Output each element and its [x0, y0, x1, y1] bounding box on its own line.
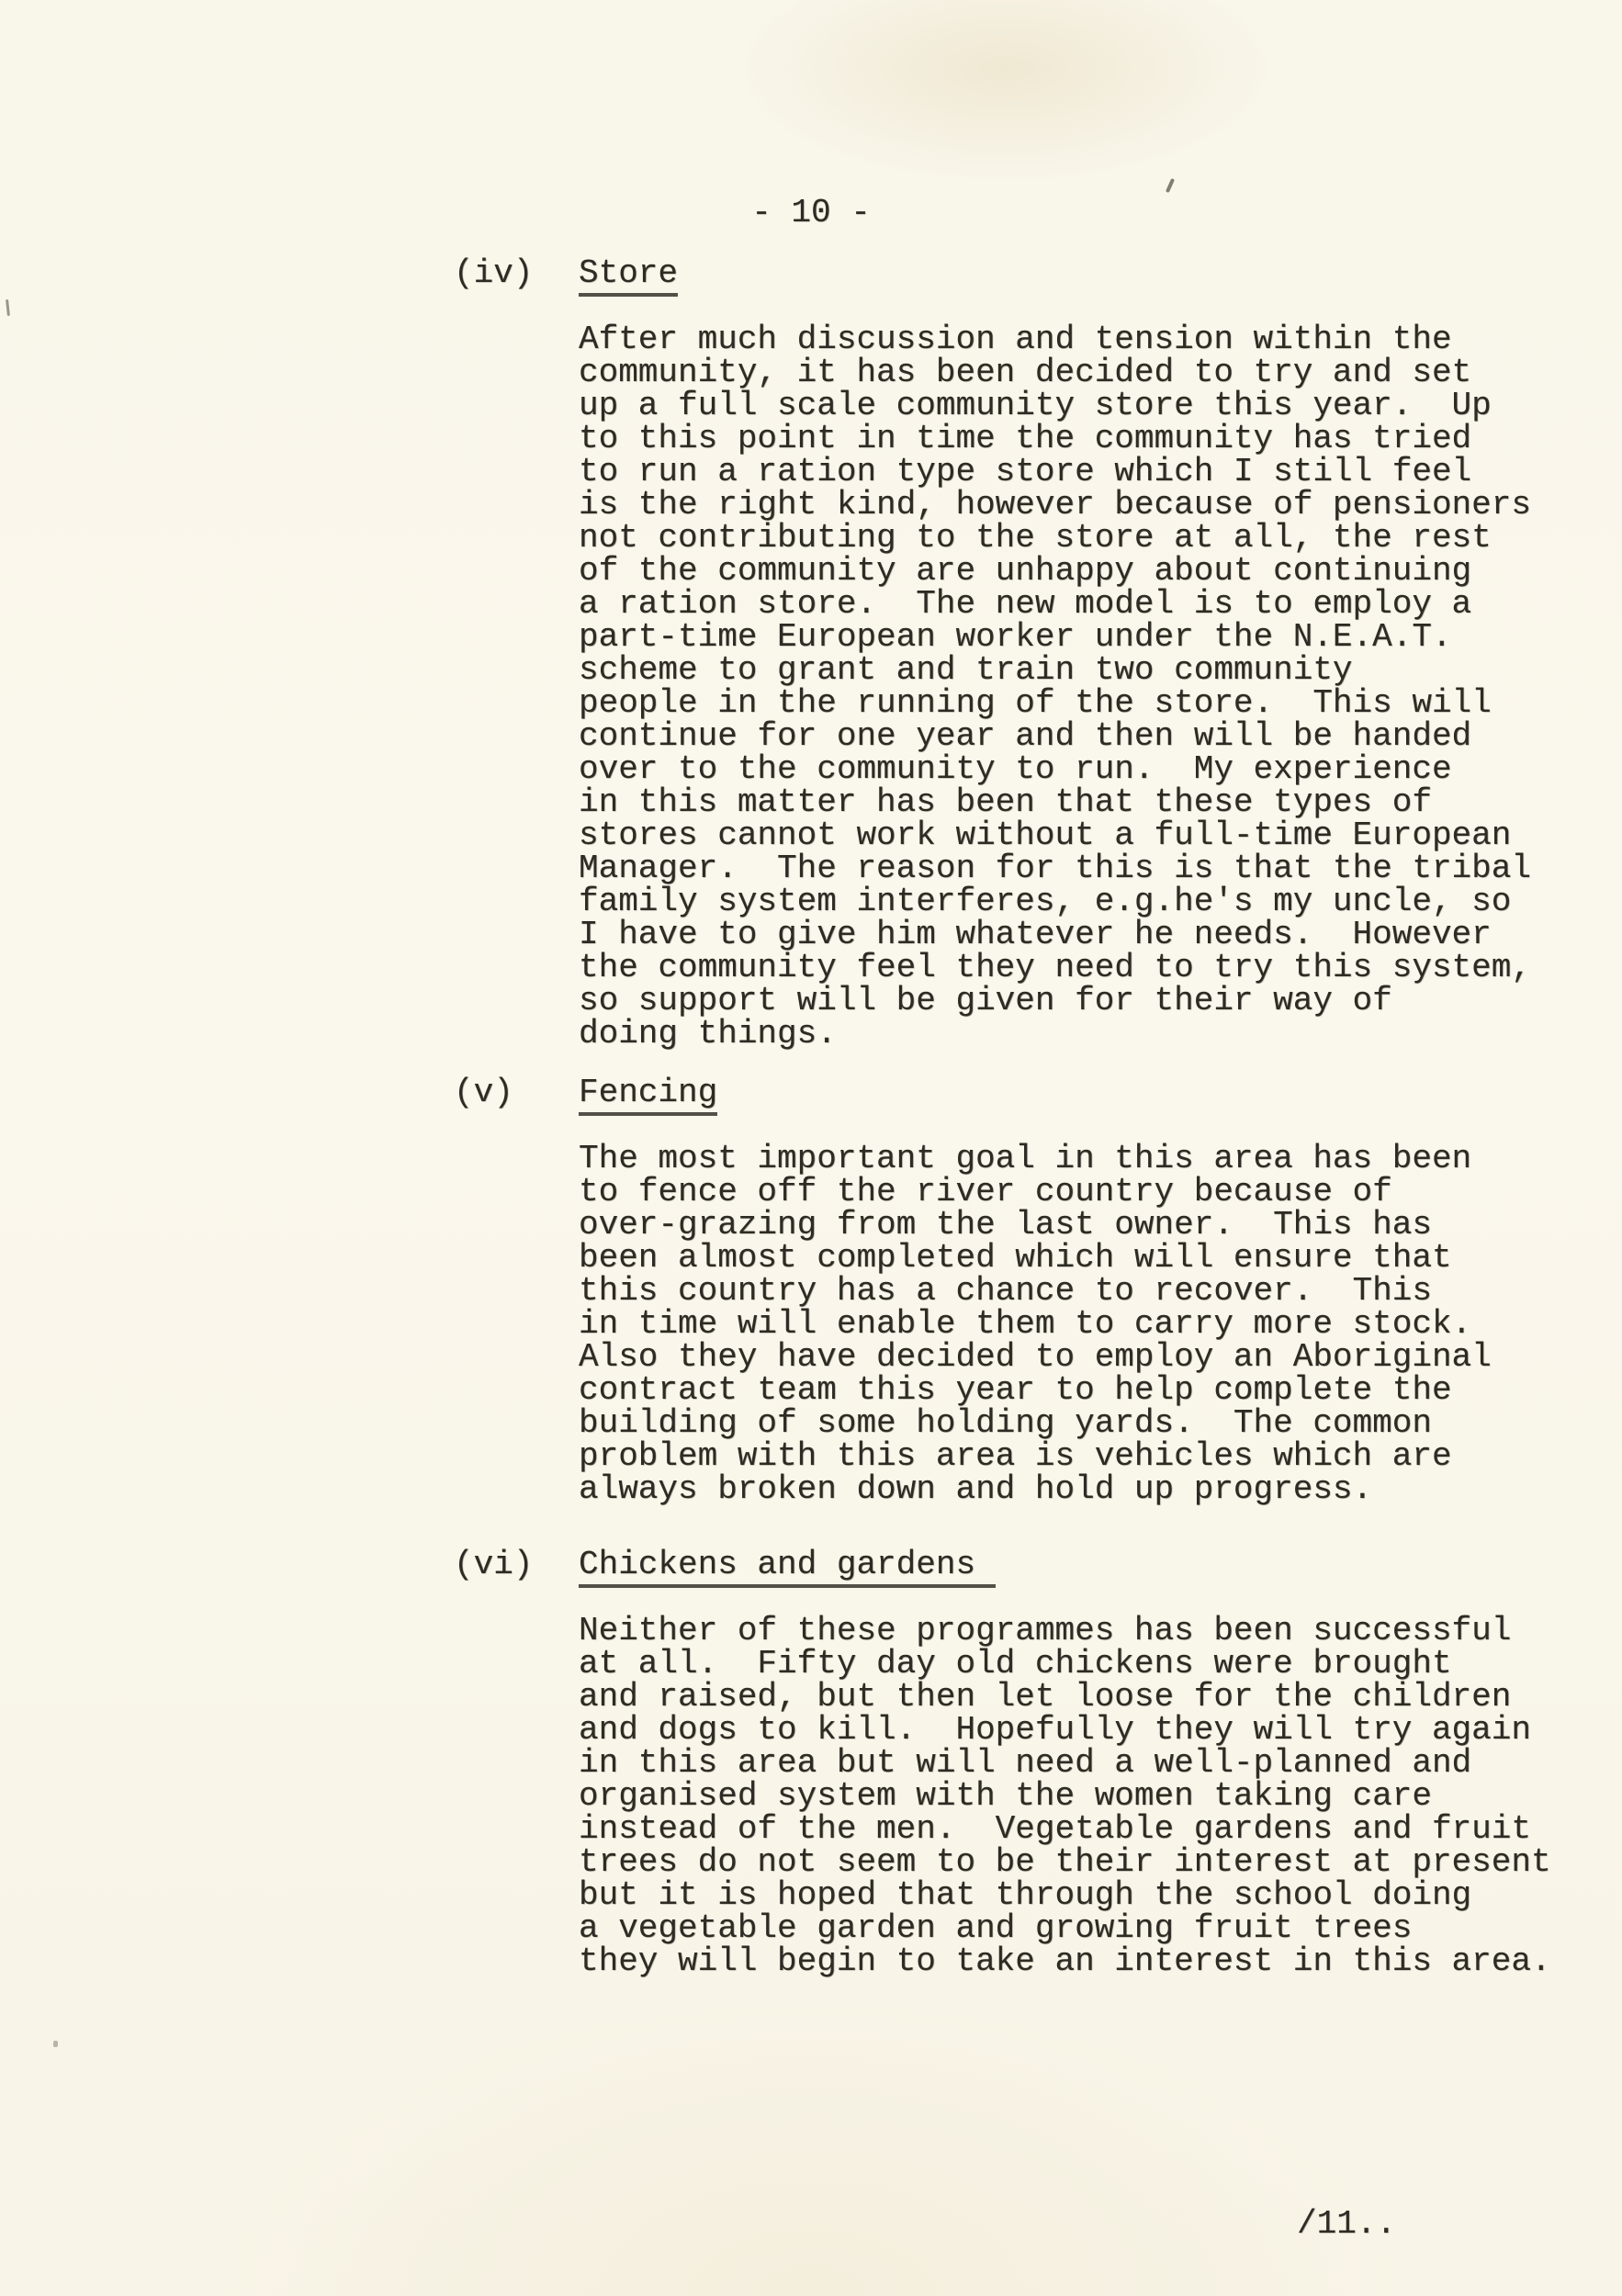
text-line: Neither of these programmes has been successful [579, 1612, 1512, 1649]
section-heading: Chickens and gardens [579, 1548, 996, 1588]
text-line: always broken down and hold up progress. [579, 1470, 1373, 1508]
scan-speck [1166, 178, 1175, 193]
text-line: The most important goal in this area has been [579, 1140, 1472, 1177]
text-line: but it is hoped that through the school doing [579, 1876, 1472, 1914]
text-line: After much discussion and tension within the [579, 321, 1452, 358]
text-line: I have to give him whatever he needs. However [579, 916, 1492, 953]
section-paragraph [579, 1612, 1551, 1980]
text-line: Manager. The reason for this is that the tribal [579, 850, 1531, 887]
text-line: to run a ration type store which I still feel [579, 453, 1472, 490]
section-paragraph [579, 1142, 1492, 1506]
text-line: to this point in time the community has tried [579, 420, 1472, 457]
text-line: community, it has been decided to try and set [579, 354, 1472, 391]
text-line: stores cannot work without a full-time European [579, 816, 1512, 854]
text-line: problem with this area is vehicles which are [579, 1437, 1452, 1475]
page-continuation-marker: /11.. [1297, 2205, 1397, 2243]
section-label: (v) [454, 1074, 513, 1111]
text-line: contract team this year to help complete the [579, 1371, 1452, 1409]
section-label: (vi) [454, 1546, 534, 1583]
text-line: part-time European worker under the N.E.A.T. [579, 618, 1452, 656]
text-line: Also they have decided to employ an Aboriginal [579, 1338, 1492, 1376]
scan-speck [53, 2041, 58, 2047]
text-line: doing things. [579, 1015, 837, 1052]
section-heading: Store [579, 257, 678, 297]
text-line: so support will be given for their way of [579, 982, 1392, 1019]
text-line: they will begin to take an interest in this area. [579, 1942, 1551, 1980]
text-line: been almost completed which will ensure that [579, 1239, 1452, 1277]
text-line: and raised, but then let loose for the children [579, 1678, 1512, 1716]
text-line: up a full scale community store this year. Up [579, 387, 1492, 424]
text-line: and dogs to kill. Hopefully they will try again [579, 1711, 1531, 1749]
text-line: scheme to grant and train two community [579, 651, 1353, 689]
text-line: over-grazing from the last owner. This has [579, 1206, 1432, 1244]
text-line: a vegetable garden and growing fruit trees [579, 1909, 1413, 1947]
section-heading: Fencing [579, 1076, 717, 1116]
text-line: over to the community to run. My experience [579, 750, 1452, 788]
text-line: family system interferes, e.g.he's my uncle, so [579, 883, 1512, 920]
text-line: organised system with the women taking care [579, 1777, 1432, 1815]
text-line: continue for one year and then will be handed [579, 717, 1472, 755]
text-line: a ration store. The new model is to employ a [579, 585, 1472, 623]
section-label: (iv) [454, 254, 534, 292]
text-line: in this matter has been that these types of [579, 783, 1432, 821]
text-line: in time will enable them to carry more stock. [579, 1305, 1472, 1343]
text-line: in this area but will need a well-planned and [579, 1744, 1472, 1782]
text-line: people in the running of the store. This will [579, 684, 1492, 722]
text-line: is the right kind, however because of pensioners [579, 486, 1531, 523]
text-line: of the community are unhappy about continuing [579, 552, 1472, 590]
text-line: this country has a chance to recover. This [579, 1272, 1432, 1310]
text-line: building of some holding yards. The common [579, 1404, 1432, 1442]
text-line: instead of the men. Vegetable gardens and fruit [579, 1810, 1531, 1848]
text-line: not contributing to the store at all, the rest [579, 519, 1492, 557]
text-line: the community feel they need to try this system, [579, 949, 1531, 986]
scan-speck [6, 299, 10, 316]
text-line: to fence off the river country because of [579, 1173, 1392, 1210]
text-line: trees do not seem to be their interest at present [579, 1843, 1551, 1881]
section-paragraph [579, 323, 1531, 1051]
text-line: at all. Fifty day old chickens were brought [579, 1645, 1452, 1683]
page-number: - 10 - [751, 194, 871, 231]
